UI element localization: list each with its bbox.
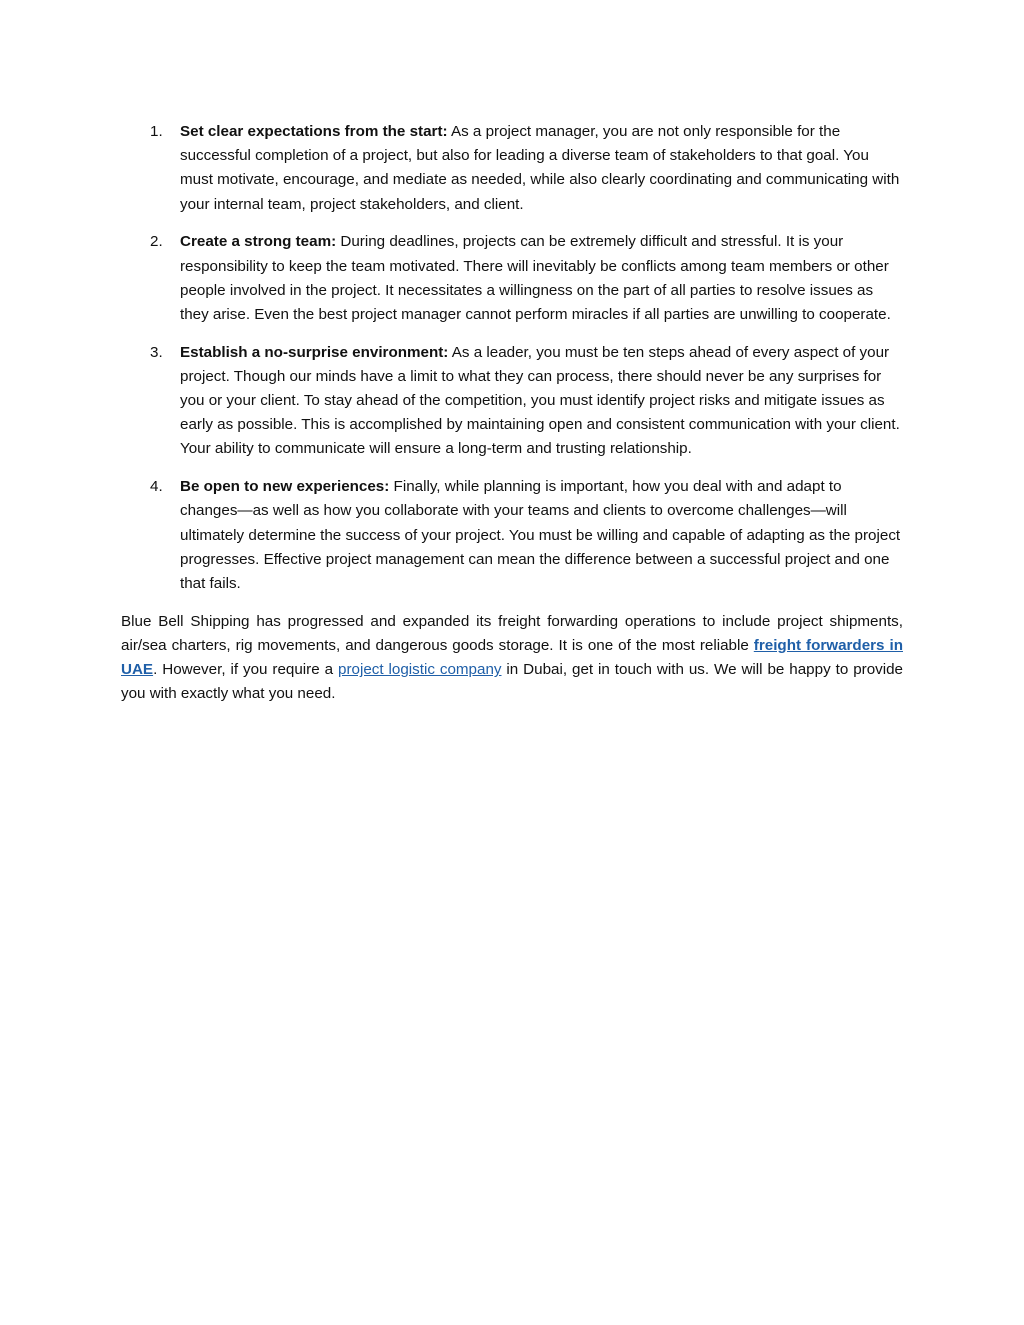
list-item-text: During deadlines, projects can be extremely difficult and stressful. It is your responsibility to keep the team motivated. There will inevitably be conflicts among team members or other people involved in the project. It necessitates a willingness on the part of all parties to resolve issues as they arise. Even the best project manager cannot perform miracles if all parties are unwilling to cooperate. [180, 233, 891, 323]
list-item [121, 120, 903, 217]
list-item [121, 341, 903, 462]
closing-paragraph [121, 610, 903, 707]
closing-text-part2: . However, if you require a [153, 661, 338, 679]
project-logistic-company-link[interactable]: project logistic company [338, 661, 502, 679]
list-item [121, 475, 903, 596]
list-item-number: 1. [150, 123, 163, 140]
freight-forwarders-link[interactable]: freight forwarders in UAE [121, 636, 903, 679]
list-item-heading: Establish a no-surprise environment: [180, 343, 449, 361]
list-item-number: 3. [150, 343, 163, 361]
closing-text-part3: in Dubai, get in touch with us. We will be happy to provide you with exactly what you need. [121, 661, 904, 703]
list-item-heading: Be open to new experiences: [180, 478, 390, 496]
list-item-number: 4. [150, 478, 163, 496]
tips-list [121, 120, 903, 596]
list-item-heading: Create a strong team: [180, 233, 337, 251]
list-item-heading: Set clear expectations from the start: [180, 123, 448, 140]
list-item-text: Finally, while planning is important, how you deal with and adapt to changes—as well as how you collaborate with your teams and clients to overcome challenges—will ultimately determine the success of your project. You must be willing and capable of adapting as the project progresses. Effective project management can mean the difference between a successful project and one that fails. [180, 478, 901, 592]
document-content [121, 120, 903, 706]
list-item [121, 230, 903, 327]
list-item-text: As a project manager, you are not only responsible for the successful completion of a project, but also for leading a diverse team of stakeholders to that goal. You must motivate, encourage, and mediate as needed, while also clearly coordinating and communicating with your internal team, project stakeholders, and client. [180, 123, 900, 213]
list-item-number: 2. [150, 233, 163, 251]
list-item-text: As a leader, you must be ten steps ahead of every aspect of your project. Though our minds have a limit to what they can process, there should never be any surprises for you or your client. To stay ahead of the competition, you must identify project risks and mitigate issues as early as possible. This is accomplished by maintaining open and consistent communication with your client. Your ability to communicate will ensure a long-term and trusting relationship. [180, 343, 900, 458]
closing-text-part1: Blue Bell Shipping has progressed and expanded its freight forwarding operations to include project shipments, air/sea charters, rig movements, and dangerous goods storage. It is one of the most reliable [121, 612, 903, 654]
